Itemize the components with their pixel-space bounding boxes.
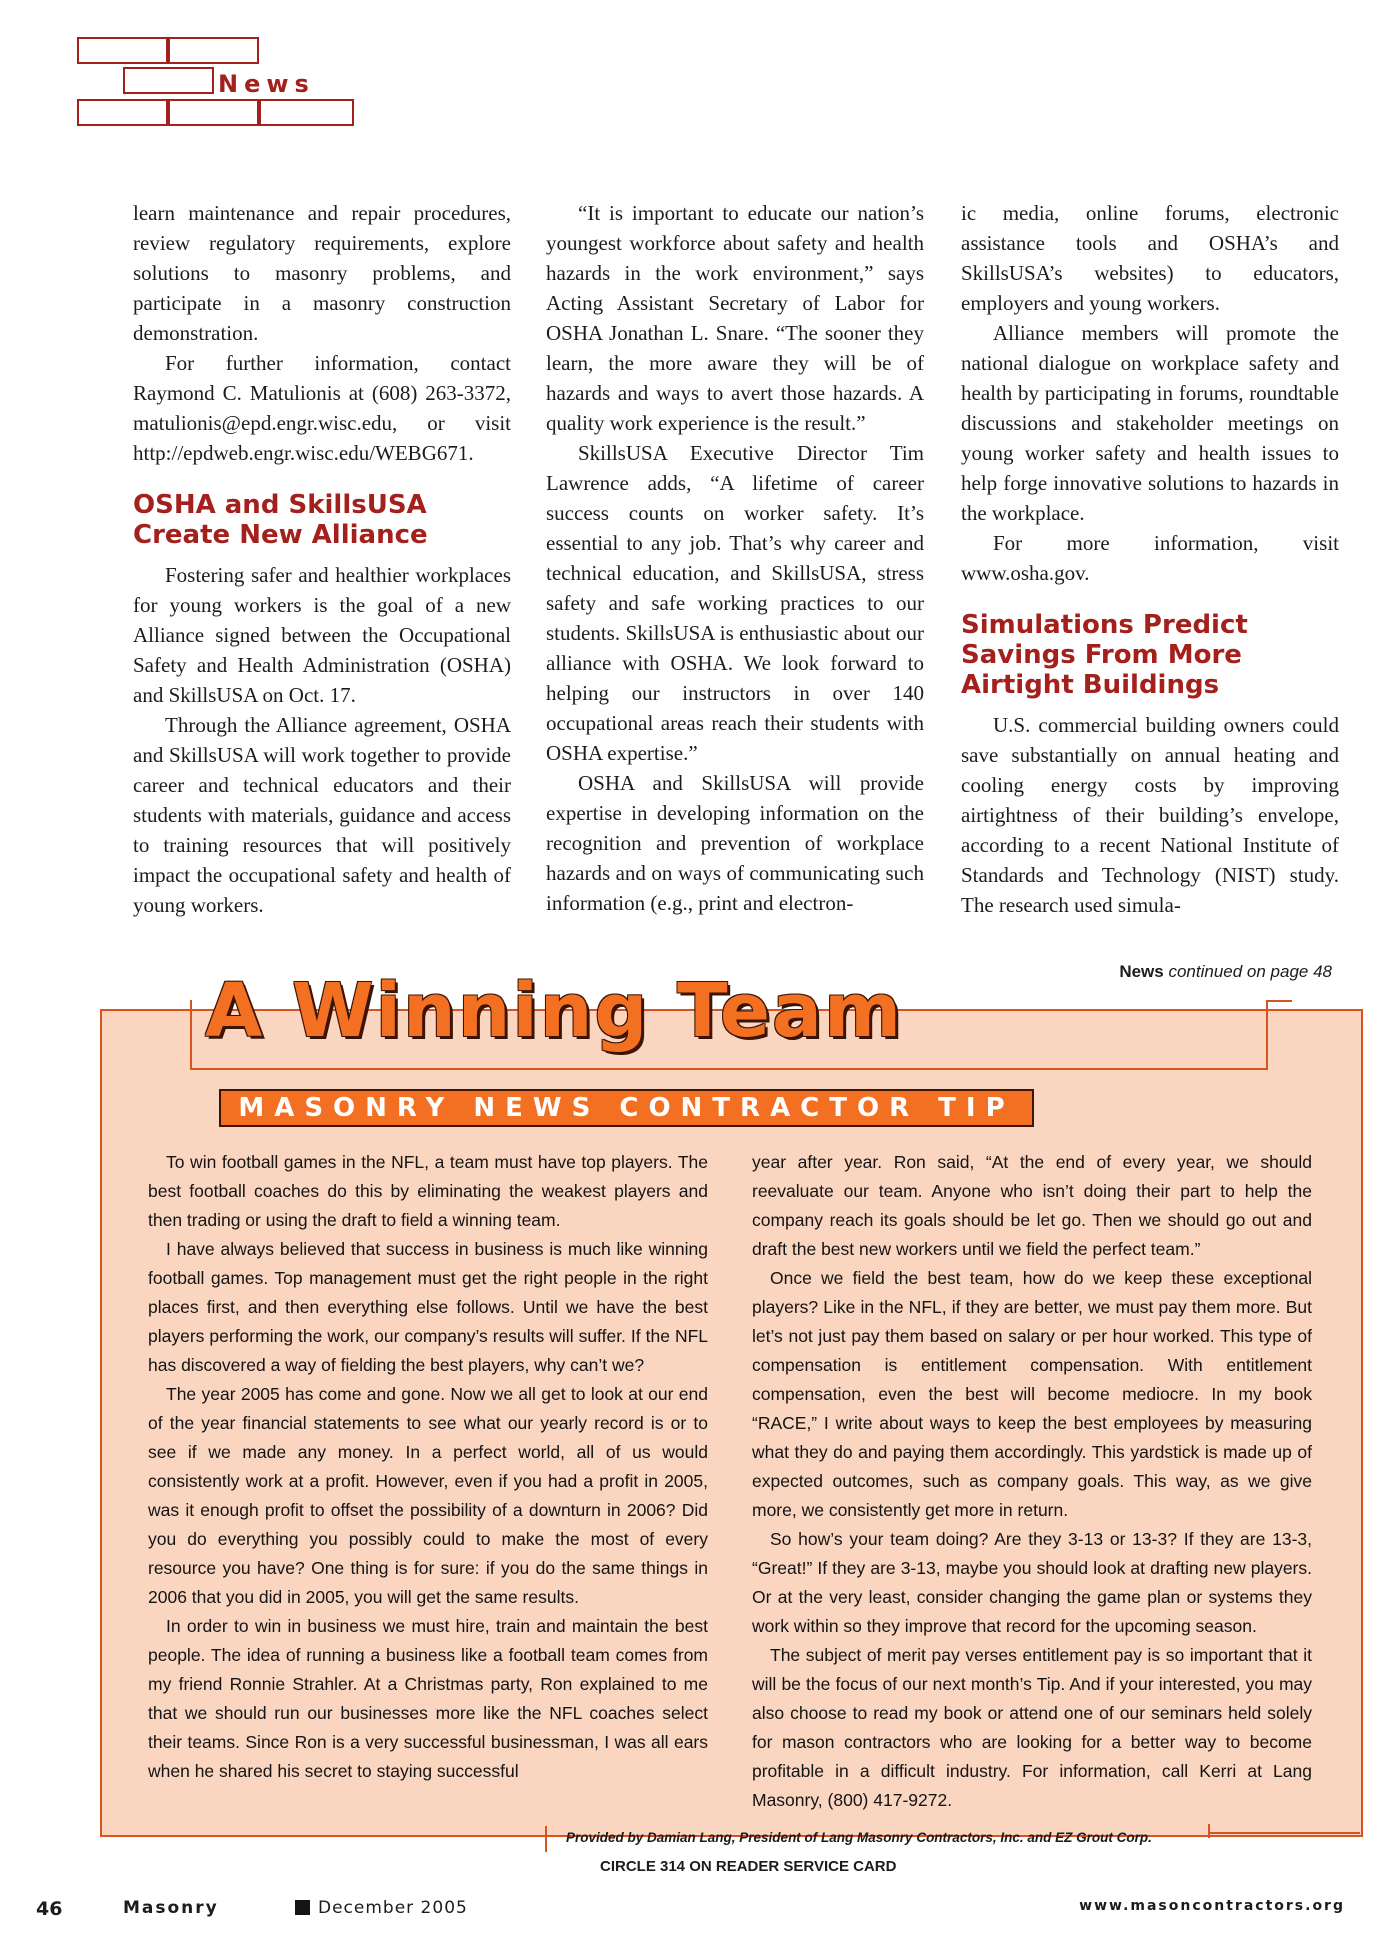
tip-credit: Provided by Damian Lang, President of Lang Masonry Contractors, Inc. and EZ Grout Corp. [566,1830,1152,1845]
tip-column-2 [752,1148,1312,1815]
article-column-2 [546,198,924,918]
continued-text: continued on page 48 [1163,962,1332,981]
tip-banner: MASONRY NEWS CONTRACTOR TIP [219,1089,1034,1127]
paragraph: OSHA and SkillsUSA will provide expertise in developing information on the recognition and prevention of workplace hazards and on ways of communicating such information (e.g., print and electron- [546,771,924,915]
page-number: 46 [36,1898,63,1920]
logo-brick [77,99,168,126]
paragraph: Through the Alliance agreement, OSHA and SkillsUSA will work together to provide career and technical educators and their students with materials, guidance and access to training resources that will positively impact the occupational safety and health of young workers. [133,713,511,917]
paragraph: Fostering safer and healthier workplaces for young workers is the goal of a new Alliance signed between the Occupational Safety and Health Administration (OSHA) and SkillsUSA on Oct. 17. [133,563,511,707]
paragraph: SkillsUSA Executive Director Tim Lawrence adds, “A lifetime of career success counts on worker safety. It’s essential to any job. That’s why career and technical education, and SkillsUSA, stress safety and safe working practices to our students. SkillsUSA is enthusiastic about our alliance with OSHA. We look forward to helping our instructors in over 140 occupational areas reach their students with OSHA expertise.” [546,441,924,765]
square-icon [295,1900,310,1915]
credit-rule [1208,1824,1210,1838]
paragraph: For more information, visit www.osha.gov. [961,531,1339,585]
paragraph: So how’s your team doing? Are they 3-13 or 13-3? If they are 13-3, “Great!” If they are 3-13, maybe you should look at drafting new players. Or at the very least, consider changing the game plan or systems they work within so they improve that record for the upcoming season. [752,1529,1312,1636]
logo-brick [77,37,168,64]
paragraph: The subject of merit pay verses entitlement pay is so important that it will be the focus of our next month’s Tip. And if your interested, you may also choose to read my book or attend one of our seminars held solely for mason contractors who are looking for a better way to become profitable in a difficult industry. For information, call Kerri at Lang Masonry, (800) 417-9272. [752,1645,1312,1810]
paragraph: The year 2005 has come and gone. Now we all get to look at our end of the year financial statements to see what our yearly record is or to see if we made any money. In a perfect world, all of us would consistently work at a profit. However, even if you had a profit in 2005, was it enough profit to offset the possibility of a downturn in 2006? Did you do everything you possibly could to make the most of every resource you have? One thing is for sure: if you do the same things in 2006 that you did in 2005, you will get the same results. [148,1384,708,1607]
logo-brick [259,99,354,126]
simulations-heading: Simulations Predict Savings From More Airtight Buildings [961,610,1248,700]
credit-divider [545,1826,547,1852]
paragraph: I have always believed that success in business is much like winning football games. Top management must get the right people in the right places first, and then everything else follows. Until we have the best players performing the work, our company’s results will suffer. If the NFL has discovered a way of fielding the best players, why can’t we? [148,1239,708,1375]
issue-date: December 2005 [318,1898,468,1918]
paragraph: U.S. commercial building owners could save substantially on annual heating and cooling energy costs by improving airtightness of their building’s envelope, according to a recent National Institute of Standards and Technology (NIST) study. The research used simula- [961,713,1339,917]
paragraph: year after year. Ron said, “At the end of every year, we should reevaluate our team. Anyone who isn’t doing their part to help the company reach its goals should be let go. Then we should go out and draft the best new workers until we field the perfect team.” [752,1152,1312,1259]
magazine-name: Masonry [123,1898,219,1918]
osha-heading: OSHA and SkillsUSA Create New Alliance [133,490,428,550]
paragraph: In order to win in business we must hire, train and maintain the best people. The idea of running a business like a football team comes from my friend Ronnie Strahler. At a Christmas party, Ron explained to me that we should run our businesses more like the NFL coaches select their teams. Since Ron is a very successful businessman, I was all ears when he shared his secret to staying successful [148,1616,708,1781]
article-column-3 [961,198,1339,920]
section-title: News [218,70,315,98]
paragraph: For further information, contact Raymond C. Matulionis at (608) 263-3372, matulionis@epd.engr.wisc.edu, or visit http://epdweb.engr.wisc.edu/WEBG671. [133,351,511,465]
tip-title: A Winning Team [205,968,904,1054]
credit-rule [1208,1832,1360,1834]
paragraph: “It is important to educate our nation’s youngest workforce about safety and health hazards in the work environment,” says Acting Assistant Secretary of Labor for OSHA Jonathan L. Snare. “The sooner they learn, the more aware they will be of hazards and ways to avert those hazards. A quality work experience is the result.” [546,201,924,435]
continued-note [1119,962,1332,982]
paragraph: Once we field the best team, how do we keep these exceptional players? Like in the NFL, if they are better, we must pay them more. But let’s not just pay them based on salary or per hour worked. This type of compensation is entitlement compensation. With entitlement compensation, even the best will become mediocre. In my book “RACE,” I write about ways to keep the best employees by measuring what they do and paying them accordingly. This yardstick is made up of expected outcomes, such as company goals. This way, as we give more, we consistently get more in return. [752,1268,1312,1520]
reader-service-note: CIRCLE 314 ON READER SERVICE CARD [600,1858,897,1875]
frame-line [1266,1000,1268,1070]
frame-line [190,1000,192,1070]
logo-brick [168,99,259,126]
paragraph: learn maintenance and repair procedures, review regulatory requirements, explore solutions to masonry problems, and participate in a masonry construction demonstration. [133,201,511,345]
paragraph: ic media, online forums, electronic assistance tools and OSHA’s and SkillsUSA’s websites) to educators, employers and young workers. [961,201,1339,315]
paragraph: Alliance members will promote the national dialogue on workplace safety and health by participating in forums, roundtable discussions and stakeholder meetings on young worker safety and health issues to help forge innovative solutions to hazards in the workplace. [961,321,1339,525]
continued-label: News [1119,962,1164,981]
logo-brick [123,67,214,94]
website-url: www.masoncontractors.org [1079,1898,1345,1914]
article-column-1 [133,198,511,920]
paragraph: To win football games in the NFL, a team must have top players. The best football coaches do this by eliminating the weakest players and then trading or using the draft to field a winning team. [148,1152,708,1230]
tip-column-1 [148,1148,708,1786]
logo-brick [168,37,259,64]
frame-line [1266,1000,1292,1002]
frame-line [190,1068,1268,1070]
